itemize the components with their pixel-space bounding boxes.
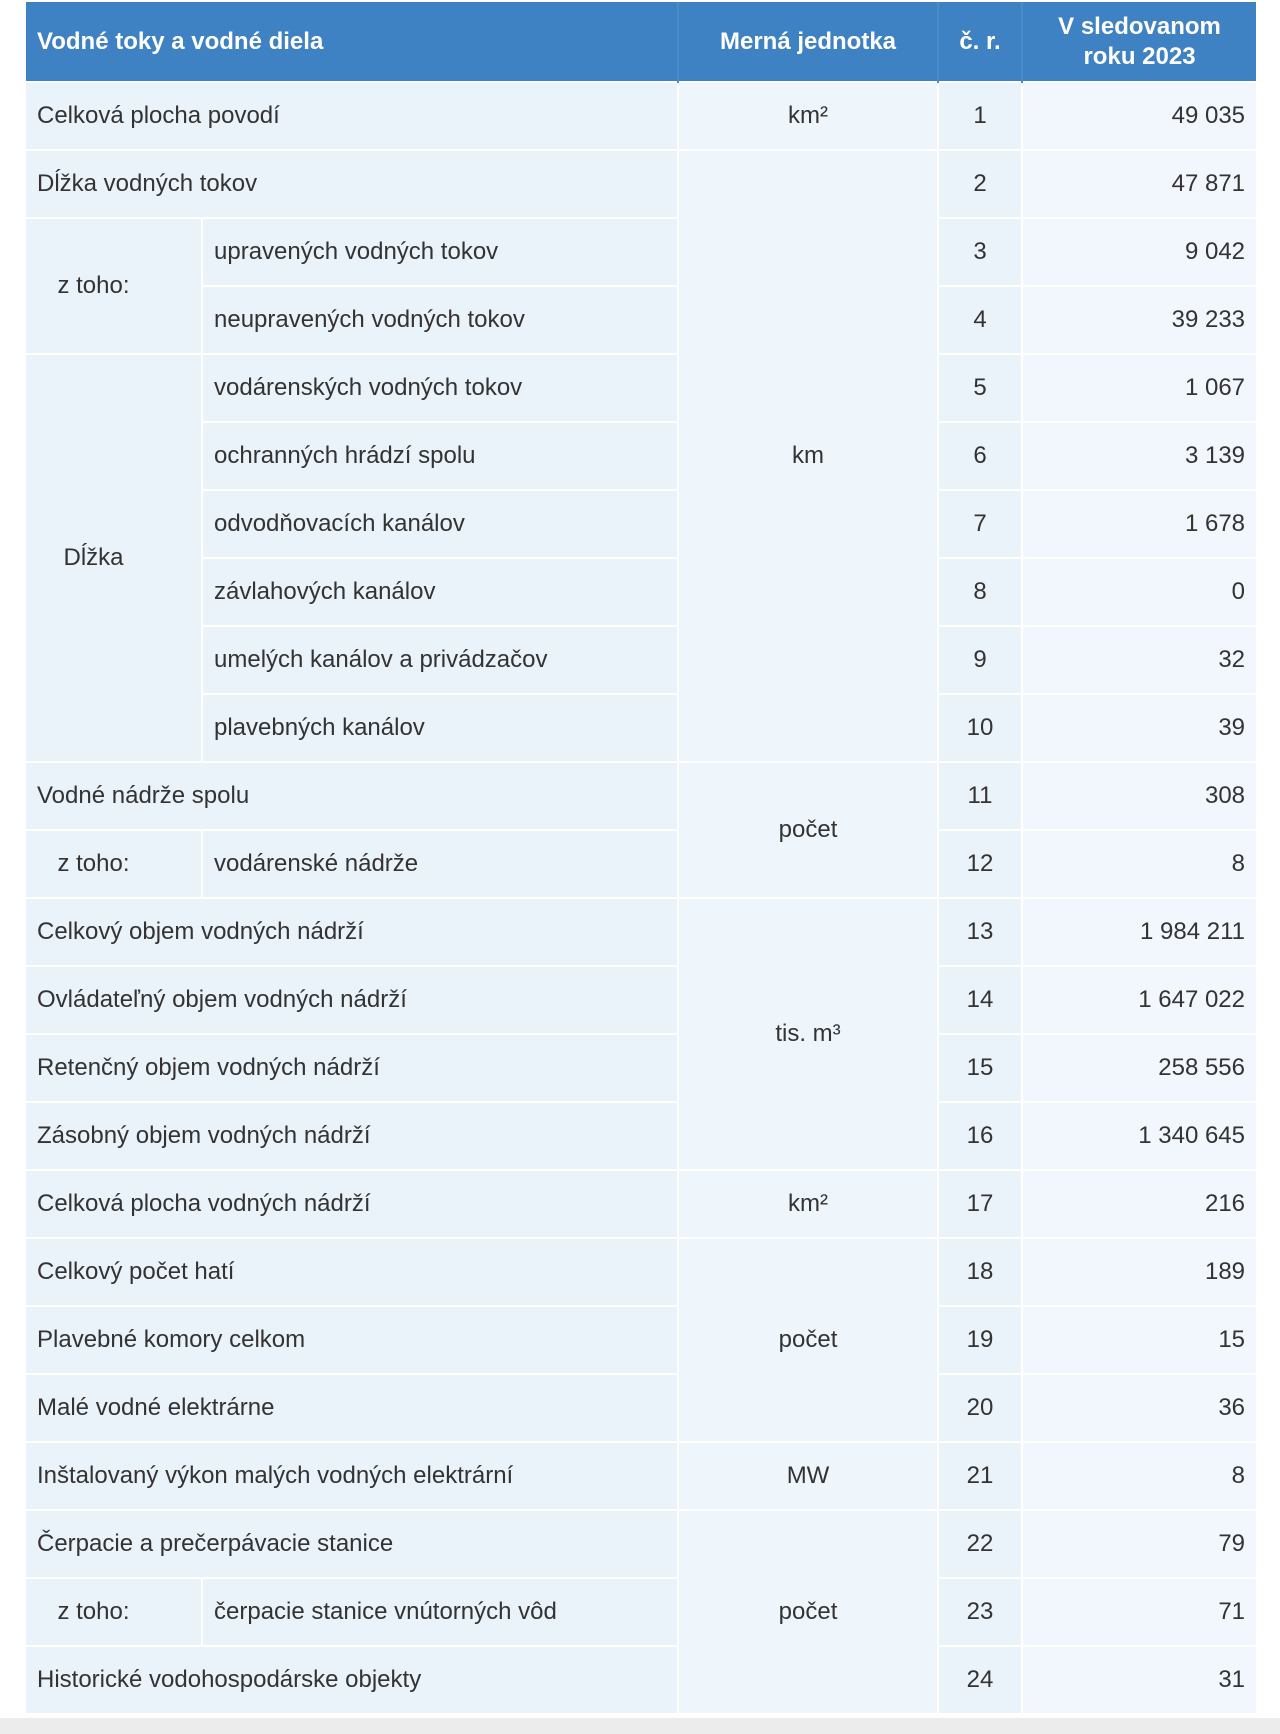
header-value-line1: V sledovanom [1058,12,1221,40]
row-label: Historické vodohospodárske objekty [26,1646,678,1713]
row-value: 71 [1022,1578,1256,1646]
row-value: 1 340 645 [1022,1102,1256,1170]
row-value: 8 [1022,830,1256,898]
row-number: 20 [938,1374,1022,1442]
header-value [1022,2,1256,82]
row-label: Celkový objem vodných nádrží [26,898,678,966]
row-number: 14 [938,966,1022,1034]
row-label: ochranných hrádzí spolu [202,422,678,490]
water-statistics-table [26,2,1256,1713]
row-label: Celkový počet hatí [26,1238,678,1306]
row-number: 9 [938,626,1022,694]
row-label: Plavebné komory celkom [26,1306,678,1374]
table-row [26,966,1256,1034]
row-label: Inštalovaný výkon malých vodných elektrární [26,1442,678,1510]
row-number: 2 [938,150,1022,218]
group-label: z toho: [26,1578,202,1646]
row-number: 7 [938,490,1022,558]
table-row [26,1238,1256,1306]
row-value: 9 042 [1022,218,1256,286]
table-header-row [26,2,1256,82]
row-number: 23 [938,1578,1022,1646]
bottom-edge [0,1718,1280,1734]
table-row [26,1646,1256,1713]
row-value: 258 556 [1022,1034,1256,1102]
row-label: Dĺžka vodných tokov [26,150,678,218]
row-value: 189 [1022,1238,1256,1306]
row-value: 308 [1022,762,1256,830]
unit-cell: km² [678,82,938,150]
table-row [26,830,1256,898]
unit-cell: MW [678,1442,938,1510]
group-label: z toho: [26,830,202,898]
unit-cell: km² [678,1170,938,1238]
table-row [26,286,1256,354]
row-label: upravených vodných tokov [202,218,678,286]
row-value: 1 678 [1022,490,1256,558]
row-label: Celková plocha povodí [26,82,678,150]
row-value: 0 [1022,558,1256,626]
unit-cell: počet [678,762,938,898]
row-label: Malé vodné elektrárne [26,1374,678,1442]
table-row [26,1034,1256,1102]
row-number: 18 [938,1238,1022,1306]
row-label: vodárenských vodných tokov [202,354,678,422]
table-row [26,1102,1256,1170]
row-label: závlahových kanálov [202,558,678,626]
unit-cell: počet [678,1510,938,1713]
row-value: 47 871 [1022,150,1256,218]
table-row [26,1170,1256,1238]
unit-cell: km [678,150,938,762]
row-label: umelých kanálov a privádzačov [202,626,678,694]
row-value: 216 [1022,1170,1256,1238]
row-value: 79 [1022,1510,1256,1578]
row-number: 10 [938,694,1022,762]
table-row [26,490,1256,558]
table-row [26,558,1256,626]
row-label: Čerpacie a prečerpávacie stanice [26,1510,678,1578]
group-label: z toho: [26,218,202,354]
table-row [26,354,1256,422]
table-row [26,1306,1256,1374]
table-row [26,1374,1256,1442]
row-value: 31 [1022,1646,1256,1713]
header-value-line2: roku 2023 [1083,42,1196,70]
row-number: 15 [938,1034,1022,1102]
row-number: 8 [938,558,1022,626]
row-label: Celková plocha vodných nádrží [26,1170,678,1238]
row-number: 24 [938,1646,1022,1713]
row-value: 32 [1022,626,1256,694]
row-number: 4 [938,286,1022,354]
row-number: 6 [938,422,1022,490]
table-row [26,1442,1256,1510]
row-label: Zásobný objem vodných nádrží [26,1102,678,1170]
table-row [26,150,1256,218]
row-label: Retenčný objem vodných nádrží [26,1034,678,1102]
row-number: 17 [938,1170,1022,1238]
row-label: neupravených vodných tokov [202,286,678,354]
row-number: 3 [938,218,1022,286]
table-row [26,762,1256,830]
table-row [26,1578,1256,1646]
row-label: vodárenské nádrže [202,830,678,898]
row-number: 21 [938,1442,1022,1510]
group-label: Dĺžka [26,354,202,762]
row-number: 13 [938,898,1022,966]
row-value: 36 [1022,1374,1256,1442]
header-name: Vodné toky a vodné diela [26,2,678,82]
table-row [26,82,1256,150]
row-number: 11 [938,762,1022,830]
table-row [26,898,1256,966]
header-row-number: č. r. [938,2,1022,82]
row-value: 39 233 [1022,286,1256,354]
row-number: 19 [938,1306,1022,1374]
row-label: odvodňovacích kanálov [202,490,678,558]
row-label: plavebných kanálov [202,694,678,762]
table-row [26,218,1256,286]
row-value: 1 067 [1022,354,1256,422]
row-value: 49 035 [1022,82,1256,150]
table-row [26,422,1256,490]
table-row [26,694,1256,762]
row-label: Vodné nádrže spolu [26,762,678,830]
row-value: 1 647 022 [1022,966,1256,1034]
row-number: 22 [938,1510,1022,1578]
row-value: 15 [1022,1306,1256,1374]
row-label: čerpacie stanice vnútorných vôd [202,1578,678,1646]
row-value: 39 [1022,694,1256,762]
row-value: 8 [1022,1442,1256,1510]
row-label: Ovládateľný objem vodných nádrží [26,966,678,1034]
row-number: 12 [938,830,1022,898]
table-row [26,1510,1256,1578]
unit-cell: tis. m³ [678,898,938,1170]
row-number: 5 [938,354,1022,422]
row-number: 1 [938,82,1022,150]
header-unit: Merná jednotka [678,2,938,82]
unit-cell: počet [678,1238,938,1442]
row-value: 1 984 211 [1022,898,1256,966]
table-row [26,626,1256,694]
row-number: 16 [938,1102,1022,1170]
row-value: 3 139 [1022,422,1256,490]
